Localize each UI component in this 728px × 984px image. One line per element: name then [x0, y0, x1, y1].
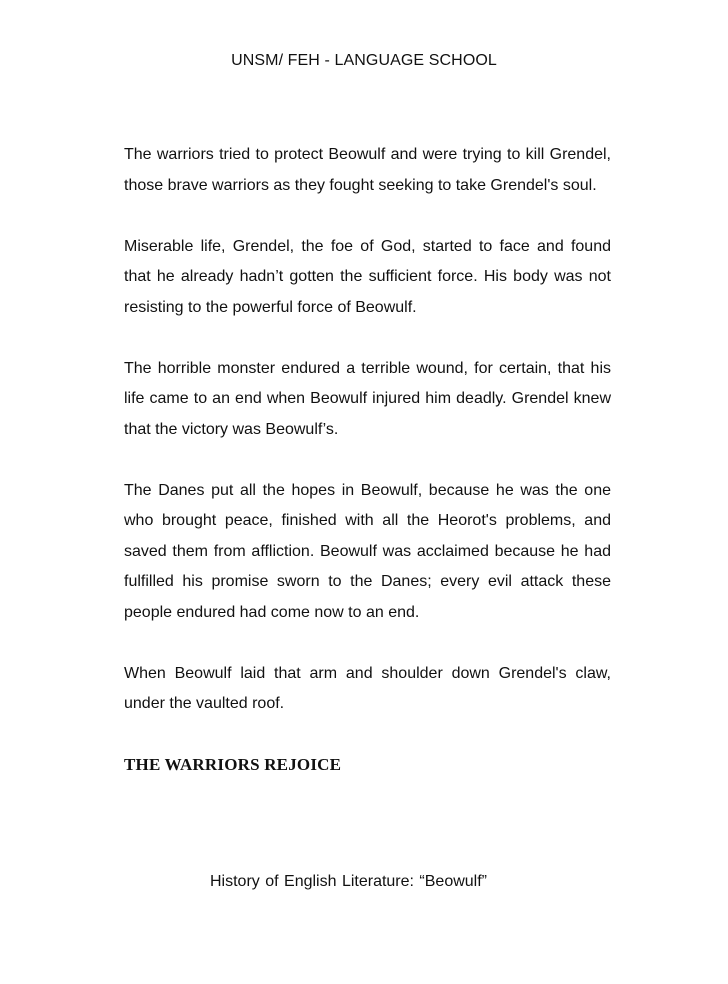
page-footer: History of English Literature: “Beowulf” [210, 873, 487, 890]
paragraph-5: When Beowulf laid that arm and shoulder down Grendel's claw, under the vaulted roof. [124, 664, 611, 712]
paragraph-1: The warriors tried to protect Beowulf and were trying to kill Grendel, those brave warriors as they fought seeking to take Grendel's soul. [124, 146, 611, 194]
section-heading: THE WARRIORS REJOICE [124, 755, 342, 774]
paragraph-3: The horrible monster endured a terrible wound, for certain, that his life came to an end when Beowulf injured him deadly. Grendel knew that the victory was Beowulf’s. [124, 359, 611, 438]
paragraph-2: Miserable life, Grendel, the foe of God, started to face and found that he already hadn’t gotten the sufficient force. His body was not resisting to the powerful force of Beowulf. [124, 237, 611, 316]
paragraph-4: The Danes put all the hopes in Beowulf, because he was the one who brought peace, finished with all the Heorot's problems, and saved them from affliction. Beowulf was acclaimed because he had fulfilled his promise sworn to the Danes; every evil attack these people endured had come now to an end. [124, 481, 611, 621]
body-text [124, 140, 611, 780]
page-header: UNSM/ FEH - LANGUAGE SCHOOL [231, 52, 497, 69]
